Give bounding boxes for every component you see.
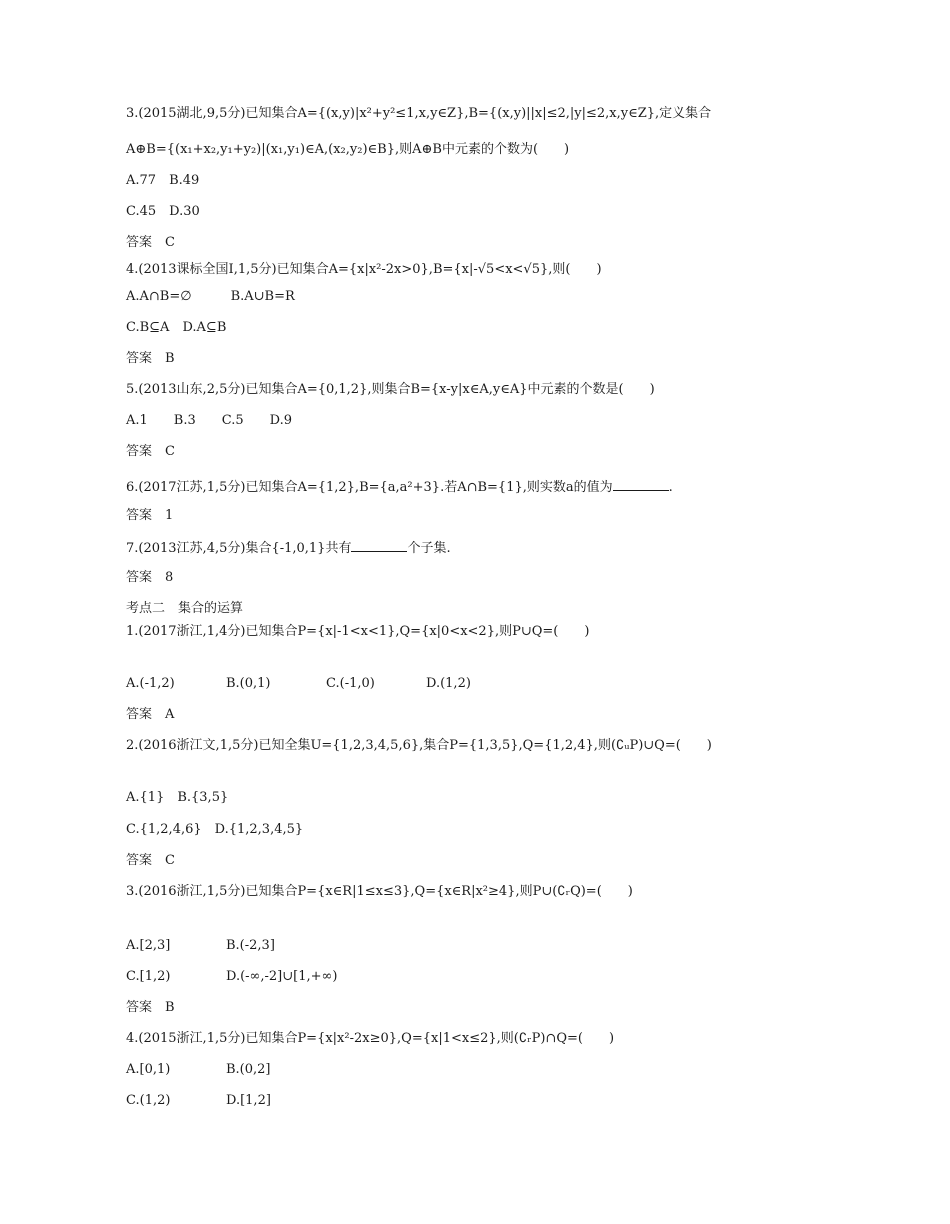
op-question-3-option-d: D.(-∞,-2]∪[1,+∞)	[226, 969, 338, 984]
answer-7: 答案 8	[126, 570, 174, 585]
op-question-3-option-c: C.[1,2)	[126, 969, 171, 984]
answer-blank	[351, 539, 407, 552]
question-4: 4.(2013课标全国Ⅰ,1,5分)已知集合A={x|x²-2x>0},B={x|-√5<x<√5},则( )	[126, 262, 602, 277]
op-question-1-option-c: C.(-1,0)	[326, 676, 375, 691]
question-3-options-cd: C.45 D.30	[126, 204, 200, 219]
op-question-3: 3.(2016浙江,1,5分)已知集合P={x∈R|1≤x≤3},Q={x∈R|x²≥4},则P∪(∁ᵣQ)=( )	[126, 884, 633, 899]
question-5: 5.(2013山东,2,5分)已知集合A={0,1,2},则集合B={x-y|x∈A,y∈A}中元素的个数是( )	[126, 382, 655, 397]
op-question-1-option-a: A.(-1,2)	[126, 676, 175, 691]
question-5-options: A.1 B.3 C.5 D.9	[126, 413, 292, 428]
section-heading: 考点二 集合的运算	[126, 601, 244, 616]
op-question-1-option-b: B.(0,1)	[226, 676, 271, 691]
op-question-1: 1.(2017浙江,1,4分)已知集合P={x|-1<x<1},Q={x|0<x<2},则P∪Q=( )	[126, 624, 590, 639]
question-7-text: 7.(2013江苏,4,5分)集合{-1,0,1}共有	[126, 541, 352, 556]
op-question-4-option-d: D.[1,2]	[226, 1093, 271, 1108]
op-answer-3: 答案 B	[126, 1000, 175, 1015]
question-3-line-1: 3.(2015湖北,9,5分)已知集合A={(x,y)|x²+y²≤1,x,y∈Z},B={(x,y)||x|≤2,|y|≤2,x,y∈Z},定义集合	[126, 106, 712, 121]
question-4-options-ab: A.A∩B=∅ B.A∪B=R	[126, 289, 295, 304]
question-3-line-2: A⊕B={(x₁+x₂,y₁+y₂)|(x₁,y₁)∈A,(x₂,y₂)∈B},则A⊕B中元素的个数为( )	[126, 142, 570, 157]
op-question-3-option-a: A.[2,3]	[126, 938, 171, 953]
answer-5: 答案 C	[126, 444, 175, 459]
op-answer-1: 答案 A	[126, 707, 175, 722]
question-6	[126, 478, 673, 496]
question-6-tail: .	[668, 480, 673, 495]
question-6-text: 6.(2017江苏,1,5分)已知集合A={1,2},B={a,a²+3}.若A∩B={1},则实数a的值为	[126, 480, 613, 495]
op-question-4-option-b: B.(0,2]	[226, 1062, 271, 1077]
answer-6: 答案 1	[126, 508, 174, 523]
op-question-4-option-a: A.[0,1)	[126, 1062, 171, 1077]
op-answer-2: 答案 C	[126, 853, 175, 868]
question-3-options-ab: A.77 B.49	[126, 173, 200, 188]
question-7-tail: 个子集.	[407, 541, 451, 556]
question-4-options-cd: C.B⊆A D.A⊆B	[126, 320, 227, 335]
op-question-1-option-d: D.(1,2)	[426, 676, 471, 691]
op-question-4-option-c: C.(1,2)	[126, 1093, 171, 1108]
op-question-4: 4.(2015浙江,1,5分)已知集合P={x|x²-2x≥0},Q={x|1<x≤2},则(∁ᵣP)∩Q=( )	[126, 1031, 615, 1046]
op-question-3-option-b: B.(-2,3]	[226, 938, 275, 953]
question-7	[126, 539, 451, 557]
op-question-2-options-cd: C.{1,2,4,6} D.{1,2,3,4,5}	[126, 822, 304, 837]
op-question-2: 2.(2016浙江文,1,5分)已知全集U={1,2,3,4,5,6},集合P={1,3,5},Q={1,2,4},则(∁ᵤP)∪Q=( )	[126, 738, 712, 753]
answer-3: 答案 C	[126, 235, 175, 250]
op-question-2-options-ab: A.{1} B.{3,5}	[126, 790, 229, 805]
answer-blank	[613, 478, 669, 491]
answer-4: 答案 B	[126, 351, 175, 366]
